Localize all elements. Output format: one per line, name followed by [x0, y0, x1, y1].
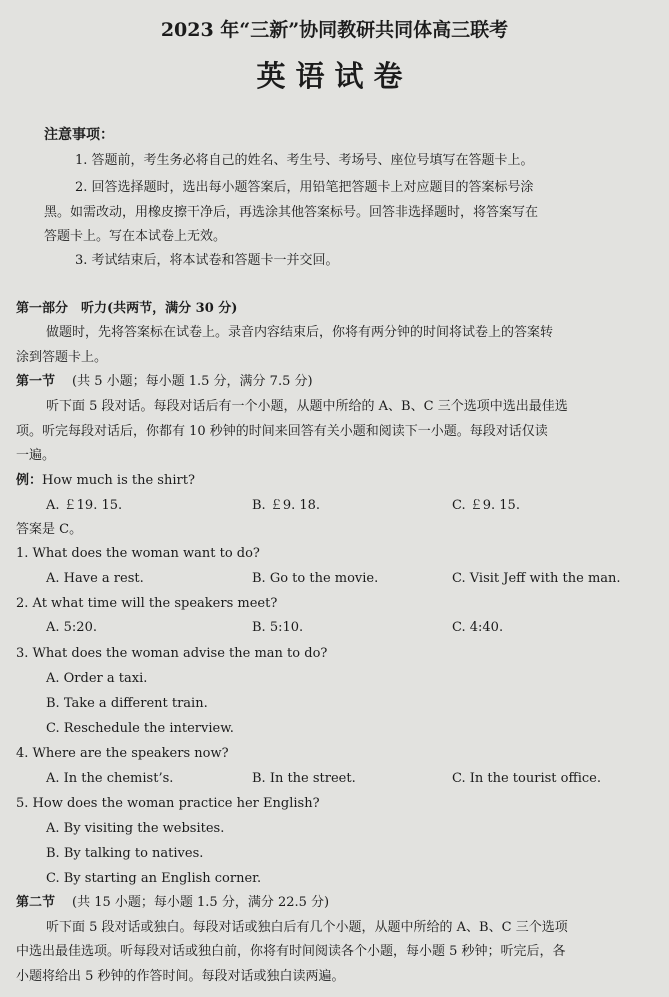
- section1-intro-line-2: 项。听完每段对话后，你都有 10 秒钟的时间来回答有关小题和阅读下一小题。每段对话仅读: [16, 424, 548, 439]
- part1-heading: 第一部分 听力(共两节，满分 30 分): [16, 301, 238, 316]
- example-option-c: C. ￡9. 15.: [452, 498, 520, 513]
- example-option-b: B. ￡9. 18.: [252, 498, 321, 513]
- notice-item-1: 1. 答题前，考生务必将自己的姓名、考生号、考场号、座位号填写在答题卡上。: [75, 153, 534, 168]
- section1-intro-line-1: 听下面 5 段对话。每段对话后有一个小题，从题中所给的 A、B、C 三个选项中选出最佳选: [46, 399, 568, 414]
- example-answer: 答案是 C。: [16, 522, 83, 537]
- exam-subject-title: 英语试卷: [256, 59, 413, 93]
- question-1-option-c: C. Visit Jeff with the man.: [452, 571, 621, 586]
- example-label: 例：: [16, 473, 43, 488]
- section1-intro-line-3: 一遍。: [16, 448, 56, 463]
- question-3: 3. What does the woman advise the man to do?: [16, 646, 328, 661]
- exam-title: 2023 年“三新”协同教研共同体高三联考: [160, 19, 509, 41]
- question-4-option-b: B. In the street.: [252, 771, 356, 786]
- question-2: 2. At what time will the speakers meet?: [16, 596, 278, 611]
- part1-intro-line-1: 做题时，先将答案标在试卷上。录音内容结束后，你将有两分钟的时间将试卷上的答案转: [46, 325, 554, 340]
- question-2-option-b: B. 5:10.: [252, 620, 304, 635]
- section2-intro-line-1: 听下面 5 段对话或独白。每段对话或独白后有几个小题，从题中所给的 A、B、C 三个选项: [46, 920, 568, 935]
- question-2-option-c: C. 4:40.: [452, 620, 504, 635]
- example-question-text: How much is the shirt?: [42, 473, 195, 488]
- example-option-a: A. ￡19. 15.: [46, 498, 123, 513]
- question-1-option-b: B. Go to the movie.: [252, 571, 379, 586]
- section2-label: 第二节: [16, 895, 56, 910]
- example-question: [16, 473, 195, 489]
- section2-intro-line-2: 中选出最佳选项。听每段对话或独白前，你将有时间阅读各个小题，每小题 5 秒钟；听完后，各: [16, 944, 566, 959]
- question-5-option-c: C. By starting an English corner.: [46, 871, 262, 886]
- section1-label: 第一节: [16, 374, 56, 389]
- question-3-option-b: B. Take a different train.: [46, 696, 208, 711]
- question-5-option-a: A. By visiting the websites.: [46, 821, 225, 836]
- question-4-option-c: C. In the tourist office.: [452, 771, 601, 786]
- notice-item-2-line-1: 2. 回答选择题时，选出每小题答案后，用铅笔把答题卡上对应题目的答案标号涂: [75, 180, 534, 195]
- question-4: 4. Where are the speakers now?: [16, 746, 229, 761]
- question-3-option-c: C. Reschedule the interview.: [46, 721, 234, 736]
- section2-info: (共 15 小题；每小题 1.5 分，满分 22.5 分): [72, 895, 330, 910]
- question-1-option-a: A. Have a rest.: [46, 571, 144, 586]
- notice-heading: 注意事项：: [44, 127, 114, 143]
- part1-intro-line-2: 涂到答题卡上。: [16, 350, 108, 365]
- notice-item-2-line-2: 黑。如需改动，用橡皮擦干净后，再选涂其他答案标号。回答非选择题时，将答案写在: [44, 205, 539, 220]
- section1-info: (共 5 小题；每小题 1.5 分，满分 7.5 分): [72, 374, 313, 389]
- notice-item-2-line-3: 答题卡上。写在本试卷上无效。: [44, 229, 227, 244]
- question-4-option-a: A. In the chemist’s.: [46, 771, 174, 786]
- question-5-option-b: B. By talking to natives.: [46, 846, 204, 861]
- question-1: 1. What does the woman want to do?: [16, 546, 260, 561]
- question-2-option-a: A. 5:20.: [46, 620, 97, 635]
- question-3-option-a: A. Order a taxi.: [46, 671, 148, 686]
- question-5: 5. How does the woman practice her English?: [16, 796, 320, 811]
- section2-intro-line-3: 小题将给出 5 秒钟的作答时间。每段对话或独白读两遍。: [16, 969, 345, 984]
- notice-item-3: 3. 考试结束后，将本试卷和答题卡一并交回。: [75, 253, 339, 268]
